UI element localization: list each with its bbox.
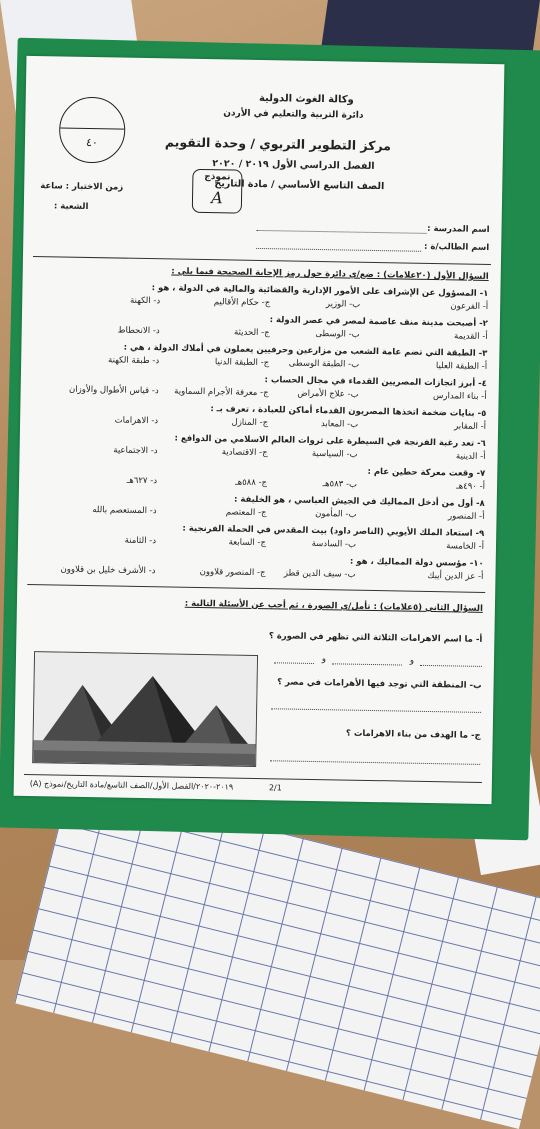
school-label: اسم المدرسة : — [427, 223, 490, 235]
q1-question-10: ١٠- مؤسس دولة المماليك ، هو : — [349, 556, 484, 569]
q1-option-3-d[interactable]: د- طبقة الكهنة — [107, 355, 160, 367]
model-letter: A — [211, 188, 223, 208]
q1-question-9: ٩- استعاد الملك الأيوبي (الناصر داود) بيت المقدس في الحملة الفرنجية : — [182, 523, 485, 539]
q2-title: السؤال الثاني (٥علامات) : تأمل/ي الصورة ، ثم أجب عن الأسئلة التالية : — [184, 598, 483, 614]
q1-option-6-a[interactable]: أ- الدينية — [455, 451, 486, 462]
q2-a-field-3[interactable] — [274, 662, 314, 664]
grade-subject: الصف التاسع الأساسي / مادة التاريخ — [214, 178, 385, 193]
term: الفصل الدراسي الأول ٢٠١٩ / ٢٠٢٠ — [212, 158, 375, 172]
q1-option-10-b[interactable]: ب- سيف الدين قطز — [283, 568, 356, 580]
q1-option-3-b[interactable]: ب- الطبقة الوسطى — [288, 358, 360, 370]
q2-a-and-2: و — [321, 654, 327, 665]
exam-paper — [14, 56, 505, 804]
q1-question-8: ٨- أول من أدخل المماليك في الجيش العباسي ، هو الخليفة : — [233, 494, 485, 509]
q1-question-7: ٧- وقعت معركة حطين عام : — [367, 466, 486, 479]
q1-option-5-d[interactable]: د- الاهرامات — [114, 415, 159, 427]
score-circle — [59, 96, 126, 163]
q1-question-4: ٤- أبرز انجازات المصريين القدماء في مجال الحساب : — [264, 375, 487, 389]
q1-option-2-d[interactable]: د- الانحطاط — [117, 325, 160, 337]
footer-code: ٢٠١٩-٢٠٢٠/الفصل الأول/الصف التاسع/مادة التاريخ/نموذج (A) — [29, 779, 234, 792]
student-label: اسم الطالب/ة : — [423, 241, 490, 253]
q2-c: ج- ما الهدف من بناء الاهرامات ؟ — [345, 728, 481, 741]
q1-option-9-c[interactable]: ج- السابعة — [228, 537, 267, 549]
org-name: وكالة الغوث الدولية — [258, 92, 354, 106]
q1-option-1-a[interactable]: أ- الفرعون — [450, 301, 489, 312]
q2-c-field[interactable] — [270, 760, 480, 765]
q1-option-9-d[interactable]: د- الثامنة — [124, 535, 157, 547]
q1-option-4-d[interactable]: د- قياس الأطوال والأوزان — [68, 384, 159, 397]
q2-b: ب- المنطقة التي توجد فيها الأهرامات في مصر ؟ — [277, 677, 482, 691]
q1-option-7-b[interactable]: ب- ٥٨٣هـ — [322, 479, 358, 490]
q1-option-7-c[interactable]: ج- ٥٨٨هـ — [235, 477, 268, 489]
q1-option-6-c[interactable]: ج- الاقتصادية — [221, 447, 268, 459]
q1-option-10-c[interactable]: ج- المنصور قلاوون — [199, 566, 266, 579]
q2-a-and-1: و — [409, 655, 415, 666]
q1-option-10-a[interactable]: أ- عز الدين أيبك — [427, 570, 484, 582]
header-divider — [33, 256, 491, 265]
q1-option-4-c[interactable]: ج- معرفة الأجرام السماوية — [174, 386, 269, 399]
model-box — [192, 169, 243, 214]
q1-option-9-b[interactable]: ب- السادسة — [311, 538, 357, 550]
q1-option-4-b[interactable]: ب- علاج الأمراض — [297, 388, 359, 400]
q1-option-1-c[interactable]: ج- حكام الأقاليم — [213, 297, 271, 309]
q2-b-field[interactable] — [271, 708, 481, 713]
center-name: مركز التطوير التربوي / وحدة التقويم — [164, 134, 392, 154]
q1-option-8-c[interactable]: ج- المعتصم — [225, 507, 267, 519]
school-field[interactable] — [256, 230, 426, 234]
q1-option-3-a[interactable]: أ- الطبقة العليا — [435, 361, 488, 372]
q1-option-8-a[interactable]: أ- المنصور — [447, 511, 485, 522]
student-field[interactable] — [256, 248, 421, 252]
score-total: ٤٠ — [85, 135, 99, 150]
q1-option-5-c[interactable]: ج- المنازل — [231, 417, 269, 429]
q1-option-6-d[interactable]: د- الاجتماعية — [113, 445, 158, 457]
exam-duration: زمن الاختبار : ساعة — [40, 181, 124, 193]
q1-option-8-b[interactable]: ب- المأمون — [315, 508, 357, 520]
q1-option-1-b[interactable]: ب- الوزير — [325, 299, 361, 310]
q1-option-2-a[interactable]: أ- القديمة — [453, 331, 488, 342]
section-label: الشعبة : — [53, 201, 89, 212]
q1-option-5-a[interactable]: أ- المقابر — [454, 421, 487, 432]
q1-question-6: ٦- تعد رغبة الفرنجة في السيطرة على ثروات العالم الاسلامي من الدوافع : — [174, 433, 486, 449]
pyramids-image — [32, 651, 258, 767]
page-number: 2/1 — [268, 783, 282, 793]
q1-option-2-b[interactable]: ب- الوسطى — [315, 328, 360, 340]
q1-option-7-d[interactable]: د- ٦٢٧هـ — [126, 475, 158, 487]
q2-a-field-1[interactable] — [420, 665, 482, 667]
q1-option-8-d[interactable]: د- المستعصم بالله — [92, 505, 157, 517]
q1-option-4-a[interactable]: أ- بناء المدارس — [433, 391, 487, 402]
q2-a: أ- ما اسم الاهرامات الثلاثة التي تظهر في الصورة ؟ — [268, 631, 483, 645]
q1-option-2-c[interactable]: ج- الحديثة — [233, 327, 270, 339]
q1-question-2: ٢- أصبحت مدينة منف عاصمة لمصر في عصر الدولة : — [269, 315, 488, 329]
q2-a-field-2[interactable] — [332, 663, 402, 665]
model-label: نموذج — [204, 172, 231, 183]
q1-option-7-a[interactable]: أ- ٤٩٠هـ — [456, 481, 486, 492]
q1-option-3-c[interactable]: ج- الطبقة الدنيا — [214, 357, 270, 369]
q1-option-10-d[interactable]: د- الأشرف خليل بن قلاوون — [60, 564, 156, 577]
dept-name: دائرة التربية والتعليم في الأردن — [223, 108, 364, 121]
q1-option-1-d[interactable]: د- الكهنة — [129, 295, 161, 307]
q1-option-9-a[interactable]: أ- الخامسة — [446, 541, 485, 552]
q1-title: السؤال الأول (٢٠علامات) : ضع/ي دائرة حول رمز الإجابة الصحيحة فيما يلي : — [171, 266, 489, 282]
q1-option-6-b[interactable]: ب- السياسية — [311, 448, 358, 460]
q1-divider — [27, 584, 485, 593]
q1-question-1: ١- المسؤول عن الإشراف على الأمور الإدارية والقضائية والمالية في الدولة ، هو : — [151, 283, 489, 299]
q1-option-5-b[interactable]: ب- المعابد — [320, 419, 359, 430]
q1-question-3: ٣- الطبقة التي تضم عامة الشعب من مزارعين وحرفيين يعملون في أملاك الدولة ، هي : — [123, 342, 488, 359]
q1-question-5: ٥- بنايات ضخمة اتخذها المصريون القدماء أماكن للعبادة ، تعرف بـ : — [210, 404, 487, 419]
